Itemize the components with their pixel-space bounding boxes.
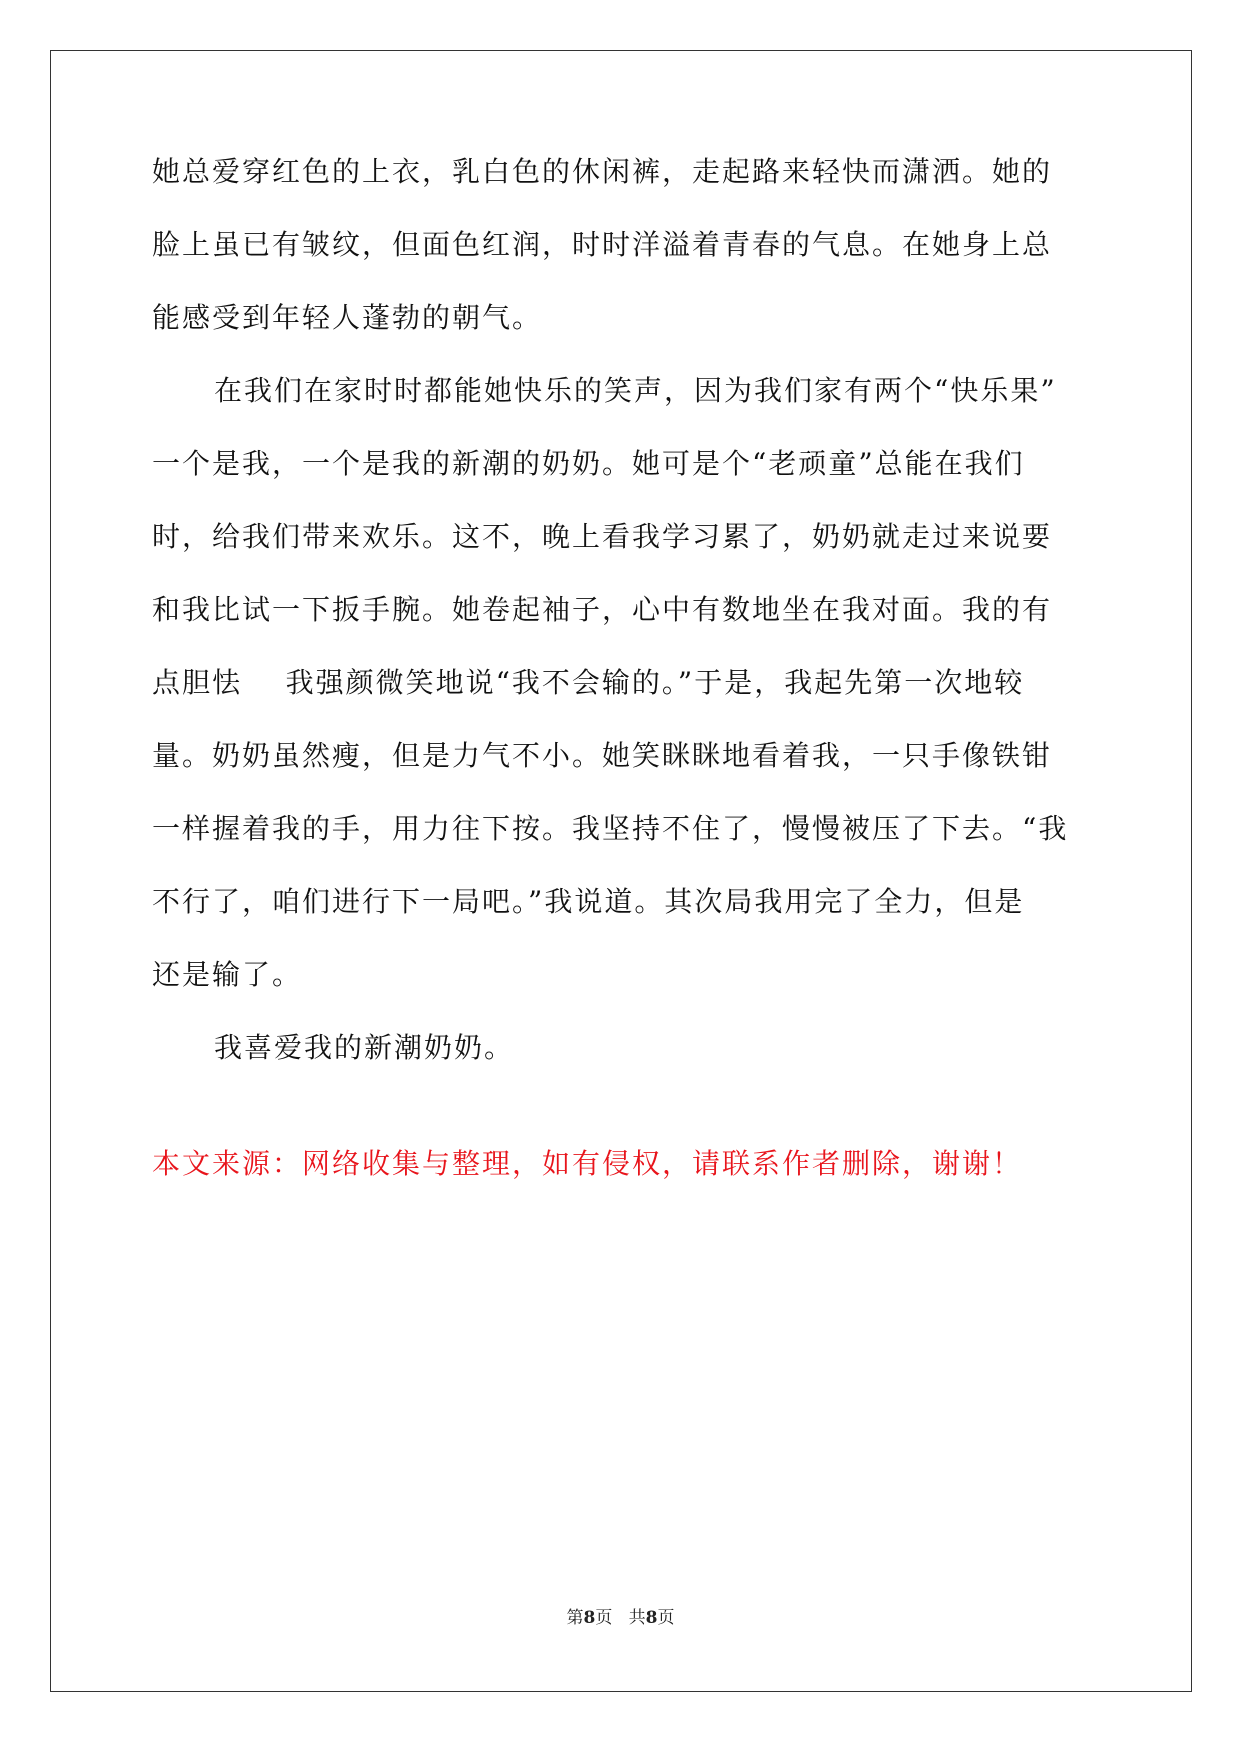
paragraph-1-line-3: 能感受到年轻人蓬勃的朝气。	[152, 301, 543, 334]
page-unit: 页	[595, 1608, 613, 1628]
page-current: 8	[583, 1608, 596, 1628]
paragraph-2-line-2: 一个是我，一个是我的新潮的奶奶。她可是个“老顽童”总能在我们	[152, 447, 1025, 480]
paragraph-2-line-9: 还是输了。	[152, 958, 303, 991]
paragraph-2-line-8: 不行了，咱们进行下一局吧。”我说道。其次局我用完了全力，但是	[152, 885, 1025, 918]
paragraph-2-line-5: 点胆怯 我强颜微笑地说“我不会输的。”于是，我起先第一次地较	[152, 666, 1025, 699]
page-prefix: 第	[566, 1608, 584, 1628]
source-note: 本文来源：网络收集与整理，如有侵权，请联系作者删除，谢谢！	[152, 1147, 1023, 1180]
page-total: 8	[645, 1608, 658, 1628]
page-footer	[0, 1606, 1241, 1630]
paragraph-1-line-1: 她总爱穿红色的上衣，乳白色的休闲裤，走起路来轻快而潇洒。她的	[152, 155, 1053, 188]
total-unit: 页	[657, 1608, 675, 1628]
paragraph-2-line-6: 量。奶奶虽然瘦，但是力气不小。她笑眯眯地看着我，一只手像铁钳	[152, 739, 1053, 772]
paragraph-1-line-2: 脸上虽已有皱纹，但面色红润，时时洋溢着青春的气息。在她身上总	[152, 228, 1053, 261]
paragraph-2-line-1: 在我们在家时时都能她快乐的笑声，因为我们家有两个“快乐果”	[214, 374, 1057, 407]
paragraph-2-line-4: 和我比试一下扳手腕。她卷起袖子，心中有数地坐在我对面。我的有	[152, 593, 1053, 626]
paragraph-3-line-1: 我喜爱我的新潮奶奶。	[214, 1031, 515, 1064]
total-prefix: 共	[628, 1608, 646, 1628]
paragraph-2-line-7: 一样握着我的手，用力往下按。我坚持不住了，慢慢被压了下去。“我	[152, 812, 1069, 845]
paragraph-2-line-3: 时，给我们带来欢乐。这不，晚上看我学习累了，奶奶就走过来说要	[152, 520, 1053, 553]
